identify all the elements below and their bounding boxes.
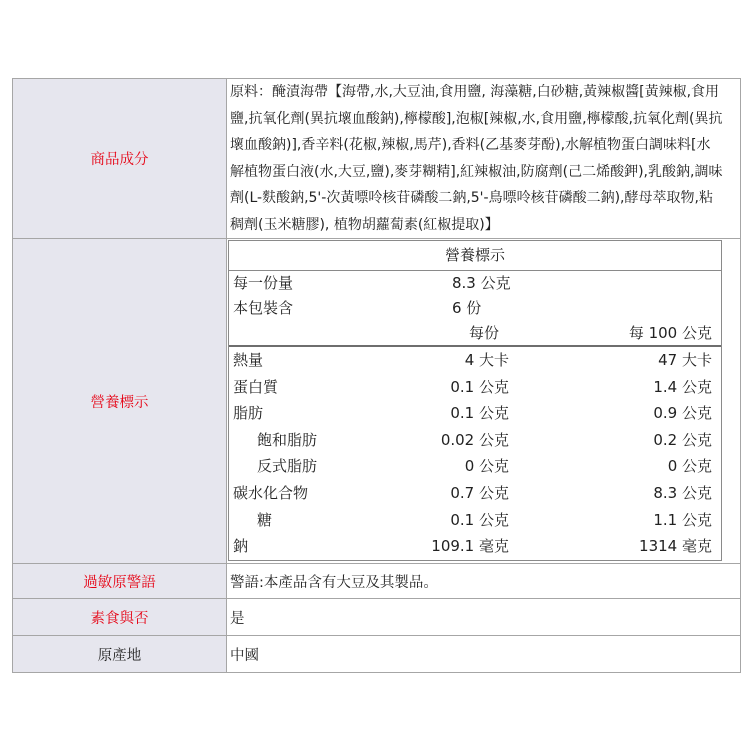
nutrition-cell (227, 239, 740, 563)
vegetarian-value: 是 (230, 610, 245, 627)
nutrient-per-serving: 109.1 毫克 (431, 537, 509, 556)
nutrition-label: 營養標示 (13, 239, 227, 563)
nutrient-name: 蛋白質 (233, 377, 279, 396)
servings-per-package-value: 6 份 (452, 299, 482, 317)
nutrient-per-100g: 1314 毫克 (639, 537, 712, 556)
nutrient-row-trans-fat (229, 453, 721, 480)
nutrient-name: 熱量 (233, 351, 264, 369)
nutrient-row-fat (229, 400, 721, 427)
origin-row (13, 636, 740, 672)
ingredients-line: 解植物蛋白液(水,大豆,鹽),麥芽糊精],紅辣椒油,防腐劑(己二烯酸鉀),乳酸鈉,調味 (230, 163, 723, 180)
nutrient-name: 反式脂肪 (257, 457, 318, 476)
nutrient-per-serving: 0.02 公克 (440, 430, 509, 449)
ingredients-label: 商品成分 (13, 79, 227, 238)
nutrient-per-serving: 0.1 公克 (450, 377, 509, 396)
allergen-row (13, 564, 740, 599)
nutrient-name: 脂肪 (233, 404, 264, 423)
nutrient-row-saturated-fat (229, 427, 721, 454)
nutrient-per-100g: 1.1 公克 (653, 510, 712, 529)
ingredients-line: 壞血酸鈉)],香辛料(花椒,辣椒,馬芹),香料(乙基麥芽酚),水解植物蛋白調味料[水 (230, 137, 711, 153)
nutrient-per-serving: 0.1 公克 (450, 510, 509, 529)
nutrient-per-100g: 0.9 公克 (653, 404, 712, 423)
nutrient-name: 飽和脂肪 (257, 430, 318, 449)
column-header-per-serving: 每份 (468, 324, 499, 342)
origin-value: 中國 (230, 647, 259, 664)
ingredients-line: 劑(L-麩酸鈉,5'-次黃嘌呤核苷磷酸二鈉,5'-鳥嘌呤核苷磷酸二鈉),酵母萃取物,粘 (230, 190, 713, 206)
nutrient-per-100g: 0 公克 (667, 457, 712, 476)
nutrient-per-100g: 47 大卡 (658, 351, 712, 369)
product-spec-table (12, 78, 741, 673)
ingredients-text (227, 79, 740, 238)
allergen-value: 警語:本產品含有大豆及其製品。 (230, 574, 438, 591)
nutrient-per-serving: 4 大卡 (464, 351, 509, 369)
nutrient-per-serving: 0.7 公克 (450, 483, 509, 502)
ingredients-line: 鹽,抗氧化劑(異抗壞血酸鈉),檸檬酸],泡椒[辣椒,水,食用鹽,檸檬酸,抗氧化劑(異抗 (230, 110, 723, 127)
vegetarian-label: 素食與否 (13, 599, 227, 635)
vegetarian-cell (227, 599, 740, 635)
allergen-label: 過敏原警語 (13, 564, 227, 598)
nutrient-per-serving: 0.1 公克 (450, 404, 509, 423)
nutrition-column-header-row (229, 321, 721, 347)
origin-cell (227, 636, 740, 672)
servings-per-package-label: 本包裝含 (233, 299, 294, 317)
nutrient-per-serving: 0 公克 (464, 457, 509, 476)
origin-label: 原產地 (13, 636, 227, 672)
nutrient-row-calories (229, 347, 721, 374)
nutrient-per-100g: 0.2 公克 (653, 430, 712, 449)
nutrient-name: 碳水化合物 (233, 483, 309, 502)
nutrient-row-sugar (229, 507, 721, 534)
allergen-cell (227, 564, 740, 598)
ingredients-line: 原料：醃漬海帶【海帶,水,大豆油,食用鹽, 海藻糖,白砂糖,黃辣椒醬[黃辣椒,食用 (230, 84, 720, 100)
nutrient-row-carbohydrate (229, 480, 721, 507)
servings-per-package-row (229, 296, 721, 321)
nutrient-per-100g: 8.3 公克 (653, 483, 712, 502)
serving-size-value: 8.3 公克 (452, 274, 511, 292)
nutrition-row (13, 239, 740, 564)
vegetarian-row (13, 599, 740, 636)
column-header-spacer (229, 321, 421, 345)
ingredients-row (13, 79, 740, 239)
ingredients-line: 稠劑(玉米糖膠), 植物胡蘿蔔素(紅椒提取)】 (230, 216, 499, 233)
nutrition-facts-table (228, 240, 722, 561)
nutrient-name: 糖 (257, 510, 273, 529)
column-header-per-100g: 每 100 公克 (628, 324, 712, 342)
nutrition-facts-title: 營養標示 (229, 241, 721, 271)
nutrient-name: 鈉 (233, 537, 249, 556)
serving-size-label: 每一份量 (233, 274, 294, 292)
nutrient-row-sodium (229, 533, 721, 560)
nutrient-per-100g: 1.4 公克 (653, 377, 712, 396)
serving-size-row (229, 271, 721, 296)
nutrient-row-protein (229, 374, 721, 401)
